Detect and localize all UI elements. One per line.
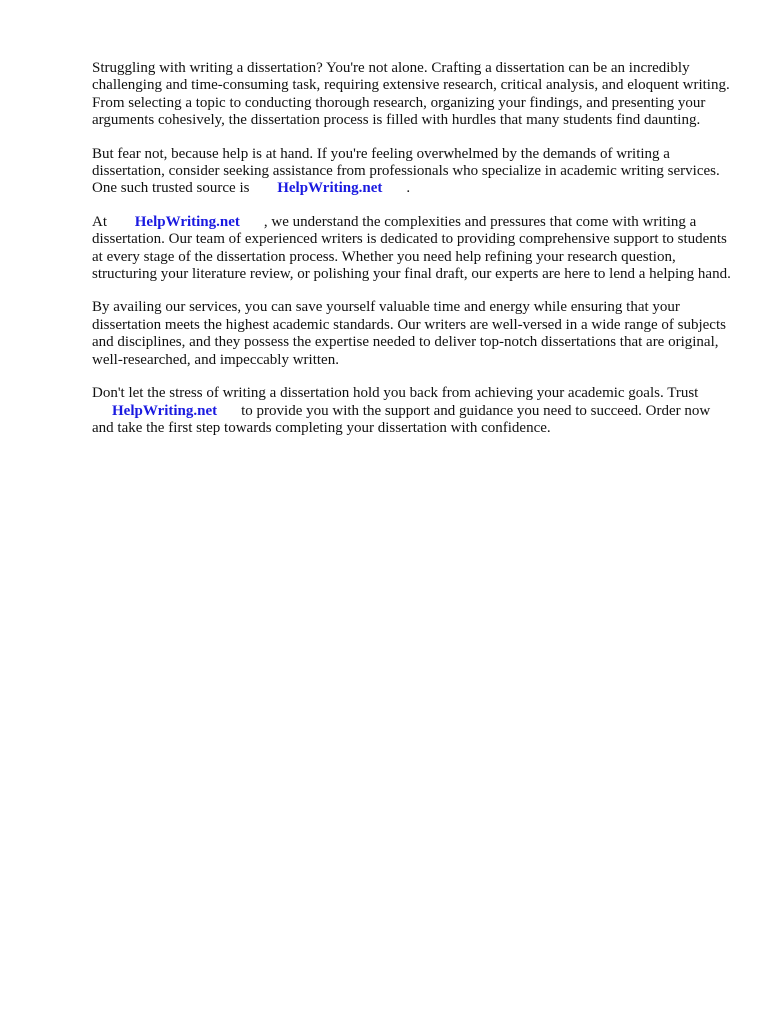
paragraph-services-lead: At	[92, 213, 107, 230]
paragraph-services-text: , we understand the complexities and pressures that come with writing a dissertation. Our team of experienced writers is dedicated to providing comprehensive support to students at every stage of the dissertation process. Whether you need help refining your research question, structuring your literature review, or polishing your final draft, our experts are here to lend a helping hand.	[92, 213, 731, 283]
helpwriting-link[interactable]: HelpWriting.net	[112, 402, 218, 419]
helpwriting-link[interactable]: HelpWriting.net	[277, 180, 383, 197]
paragraph-benefits-text: By availing our services, you can save yourself valuable time and energy while ensuring that your dissertation meets the highest academic standards. Our writers are well-versed in a wide range of subjects and disciplines, and they possess the expertise needed to deliver top-notch dissertations that are original, well-researched, and impeccably written.	[92, 299, 726, 368]
paragraph-help-text: But fear not, because help is at hand. If you're feeling overwhelmed by the demands of writing a dissertation, consider seeking assistance from professionals who specialize in academic writing services. One such trusted source is	[92, 145, 720, 197]
paragraph-closing-text-end: to provide you with the support and guidance you need to succeed. Order now and take the first step towards completing your dissertation with confidence.	[92, 402, 711, 436]
paragraph-closing	[92, 385, 732, 437]
paragraph-intro-text: Struggling with writing a dissertation? You're not alone. Crafting a dissertation can be an incredibly challenging and time-consuming task, requiring extensive research, critical analysis, and eloquent writing. From selecting a topic to conducting thorough research, organizing your findings, and presenting your arguments cohesively, the dissertation process is filled with hurdles that many students find daunting.	[92, 60, 730, 129]
paragraph-closing-text: Don't let the stress of writing a dissertation hold you back from achieving your academic goals. Trust	[92, 385, 699, 402]
paragraph-services	[92, 214, 732, 284]
helpwriting-link[interactable]: HelpWriting.net	[134, 213, 240, 230]
document-page	[92, 60, 732, 453]
paragraph-help-period: .	[406, 180, 411, 197]
paragraph-help	[92, 146, 732, 198]
paragraph-benefits	[92, 299, 732, 369]
paragraph-intro	[92, 60, 732, 130]
